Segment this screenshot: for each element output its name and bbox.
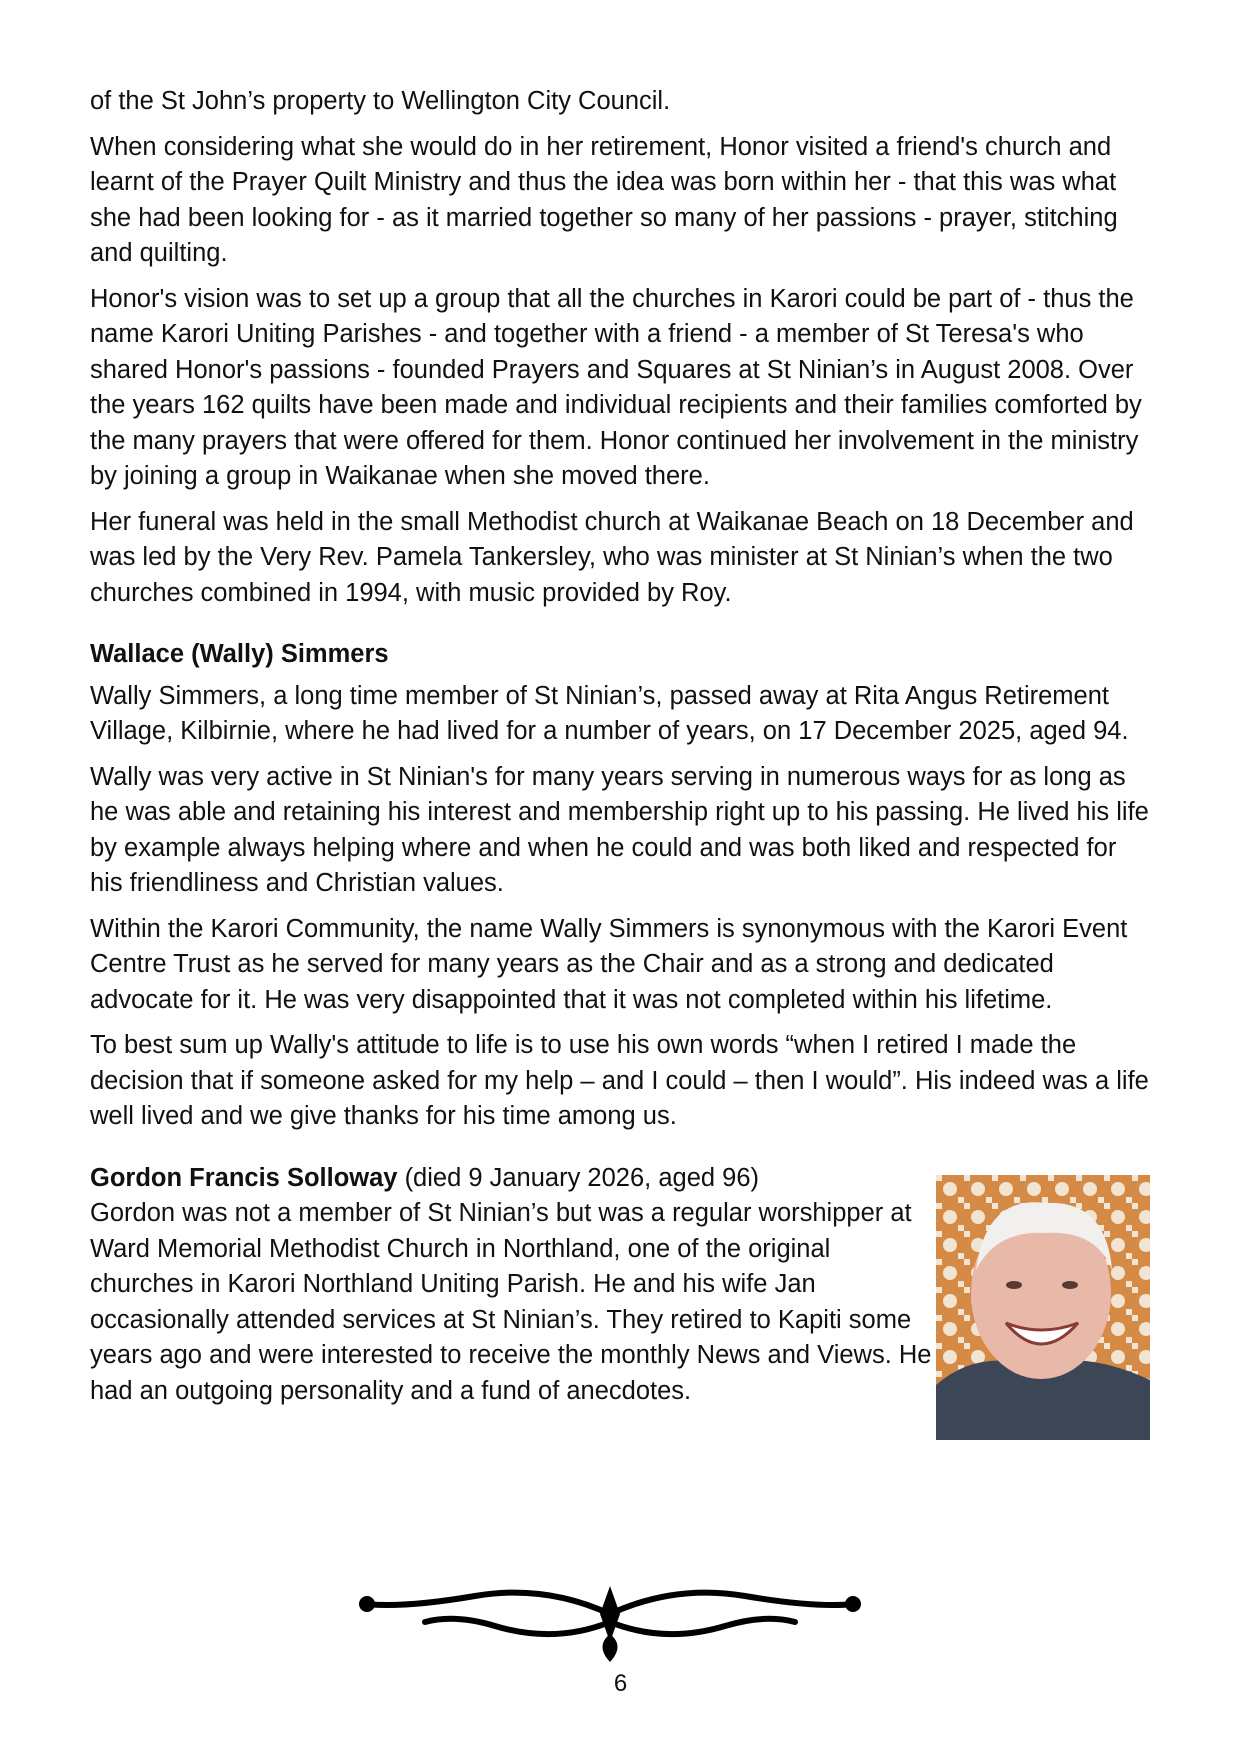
section-gordon — [90, 1161, 1152, 1410]
paragraph: of the St John’s property to Wellington City Council. — [90, 87, 671, 115]
portrait-photo — [936, 1175, 1150, 1440]
gordon-dates: (died 9 January 2026, aged 96) — [397, 1163, 759, 1192]
gordon-name: Gordon Francis Solloway — [90, 1163, 398, 1192]
paragraph: Gordon was not a member of St Ninian’s but was a regular worshipper at Ward Memorial Methodist Church in Northland, one of the original churches in Karori Northland Uniting Parish. He and his wife Jan occasionally attended services at St Ninian’s. They retired to Kapiti some years ago and were interested to receive the monthly News and Views. He had an outgoing personality and a fund of anecdotes. — [90, 1199, 932, 1405]
paragraph: Wally was very active in St Ninian's for many years serving in numerous ways for as long as he was able and retaining his interest and membership right up to his passing. He lived his life by example always helping where and when he could and was both liked and respected for his friendliness and Christian values. — [90, 762, 1149, 897]
paragraph: When considering what she would do in her retirement, Honor visited a friend's church and learnt of the Prayer Quilt Ministry and thus the idea was born within her - that this was what she had been looking for - as it married together so many of her passions - prayer, stitching and quilting. — [90, 132, 1118, 267]
ornamental-divider — [345, 1574, 875, 1664]
paragraph: Her funeral was held in the small Methodist church at Waikanae Beach on 18 December and was led by the Very Rev. Pamela Tankersley, who was minister at St Ninian’s when the two churches combined in 1994, with music provided by Roy. — [90, 507, 1134, 607]
paragraph: To best sum up Wally's attitude to life is to use his own words “when I retired I made the decision that if someone asked for my help – and I could – then I would”. His indeed was a life well lived and we give thanks for his time among us. — [90, 1031, 1149, 1130]
paragraph: Within the Karori Community, the name Wally Simmers is synonymous with the Karori Event Centre Trust as he served for many years as the Chair and as a strong and dedicated advocate for it. He was very disappointed that it was not completed within his lifetime. — [90, 914, 1128, 1014]
page-content — [90, 84, 1152, 1419]
page-number: 6 — [613, 1670, 628, 1697]
paragraph: Honor's vision was to set up a group that all the churches in Karori could be part of - thus the name Karori Uniting Parishes - and together with a friend - a member of St Teresa's who shared Honor's passions - founded Prayers and Squares at St Ninian’s in August 2008. Over the years 162 quilts have been made and individual recipients and their families comforted by the many prayers that were offered for them. Honor continued her involvement in the ministry by joining a group in Waikanae when she moved there. — [90, 284, 1142, 490]
portrait-photo-graphic — [936, 1175, 1150, 1440]
section-heading-wally: Wallace (Wally) Simmers — [90, 640, 389, 668]
paragraph: Wally Simmers, a long time member of St Ninian’s, passed away at Rita Angus Retirement Village, Kilbirnie, where he had lived for a number of years, on 17 December 2025, aged 94. — [90, 681, 1129, 745]
